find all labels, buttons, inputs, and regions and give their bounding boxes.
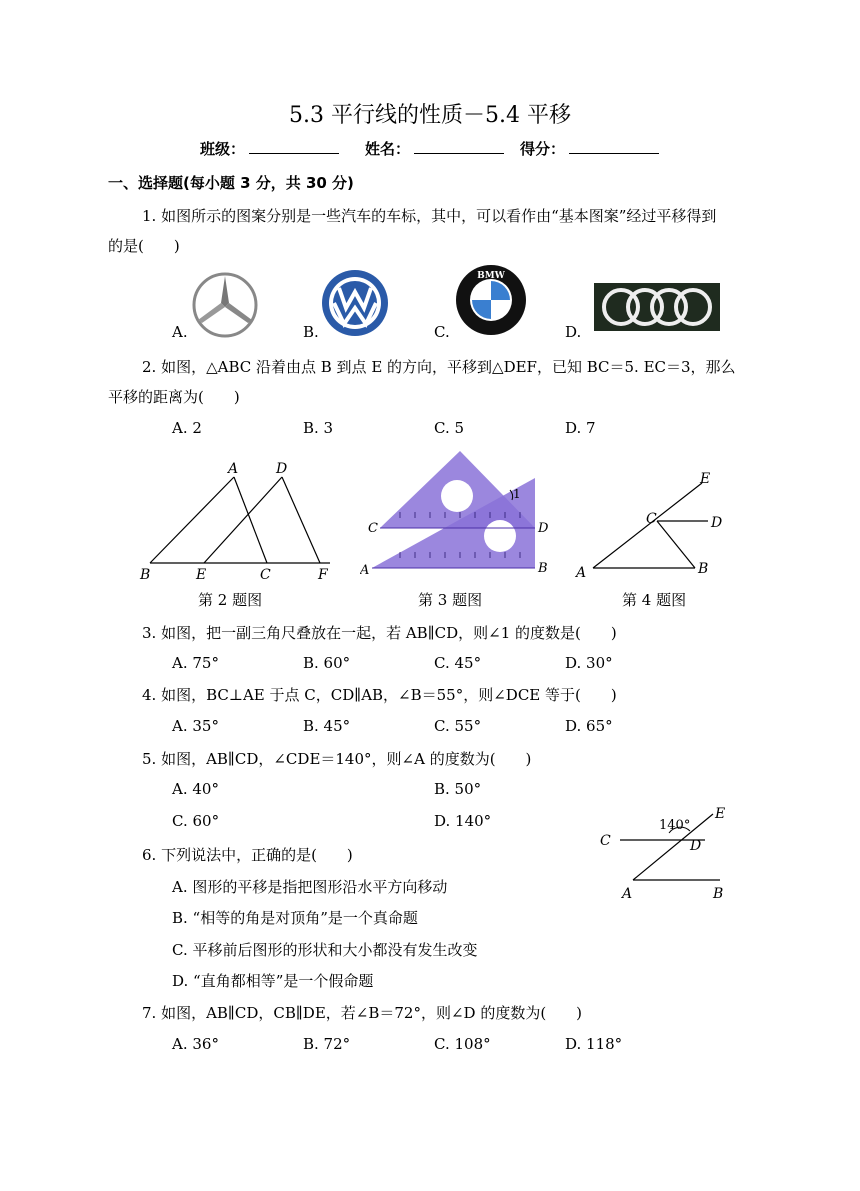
q1-option-a: A. [172,323,188,341]
q6-option-a: A. 图形的平移是指把图形沿水平方向移动 [172,878,448,896]
fig5-label-d: D [690,838,702,854]
q2-option-d: D. 7 [565,419,596,437]
fig2-label-c: C [260,567,271,583]
fig2-label-e: E [196,567,207,583]
fig3-label-b: B [538,561,548,576]
q1-stem-line1: 1. 如图所示的图案分别是一些汽车的车标，其中，可以看作由“基本图案”经过平移得到 [142,207,717,225]
q4-option-d: D. 65° [565,717,613,735]
q1-option-c: C. [434,323,450,341]
q3-option-c: C. 45° [434,654,482,672]
name-label: 姓名： [365,140,411,158]
q2-option-c: C. 5 [434,419,465,437]
score-field [520,138,659,159]
q3-option-a: A. 75° [172,654,219,672]
q7-option-c: C. 108° [434,1035,491,1053]
fig4-label-d: D [711,515,723,531]
fig2-label-a: A [228,461,239,477]
q6-option-c: C. 平移前后图形的形状和大小都没有发生改变 [172,941,478,959]
q5-option-a: A. 40° [172,780,219,798]
fig3-angle-1-label: 1 [513,487,521,501]
class-field [200,138,339,159]
figure-4-lines [570,465,730,580]
q1-option-d: D. [565,323,582,341]
q6-stem: 6. 下列说法中，正确的是( ) [142,846,353,864]
audi-logo [594,283,720,331]
bmw-text: BMW [477,271,505,281]
fig3-label-c: C [368,521,378,536]
figure-4-caption: 第 4 题图 [622,591,687,609]
fig2-label-f: F [318,567,328,583]
q4-stem: 4. 如图，BC⊥AE 于点 C，CD∥AB，∠B＝55°，则∠DCE 等于( ) [142,686,617,704]
fig2-label-d: D [276,461,288,477]
score-blank [569,139,659,154]
q2-stem-line1: 2. 如图，△ABC 沿着由点 B 到点 E 的方向，平移到△DEF，已知 BC＝5. EC＝3，那么 [142,358,736,376]
q4-option-b: B. 45° [303,717,351,735]
fig4-label-e: E [700,471,711,487]
fig5-label-b: B [713,886,724,902]
figure-5-lines [595,800,745,905]
fig3-label-d: D [538,521,549,536]
q4-option-c: C. 55° [434,717,482,735]
fig3-label-a: A [360,563,370,578]
q1-stem-line2: 的是( ) [108,237,180,255]
q1-option-b: B. [303,323,319,341]
q5-stem: 5. 如图，AB∥CD，∠CDE＝140°，则∠A 的度数为( ) [142,750,532,768]
section-heading: 一、选择题(每小题 3 分，共 30 分) [108,174,354,192]
bmw-logo [455,264,527,336]
class-blank [249,139,339,154]
score-label: 得分： [520,140,566,158]
class-label: 班级： [200,140,246,158]
q5-option-d: D. 140° [434,812,492,830]
figure-3-caption: 第 3 题图 [418,591,483,609]
name-field [365,138,504,159]
q3-stem: 3. 如图，把一副三角尺叠放在一起，若 AB∥CD，则∠1 的度数是( ) [142,624,617,642]
q3-option-d: D. 30° [565,654,613,672]
mercedes-logo [190,270,260,340]
fig5-label-e: E [715,806,726,822]
q7-option-b: B. 72° [303,1035,351,1053]
fig5-label-c: C [600,833,611,849]
q3-option-b: B. 60° [303,654,351,672]
figure-2-caption: 第 2 题图 [198,591,263,609]
volkswagen-logo [320,268,390,338]
page-title: 5.3 平行线的性质－5.4 平移 [289,103,571,128]
figure-3-set-squares [360,448,560,583]
q2-stem-line2: 平移的距离为( ) [108,388,240,406]
fig4-label-c: C [646,511,657,527]
fig5-label-a: A [622,886,633,902]
q7-option-d: D. 118° [565,1035,623,1053]
q7-option-a: A. 36° [172,1035,219,1053]
fig5-angle-label: 140° [659,818,691,833]
q5-option-c: C. 60° [172,812,220,830]
name-blank [414,139,504,154]
fig2-label-b: B [140,567,151,583]
q6-option-d: D. “直角都相等”是一个假命题 [172,972,374,990]
fig4-label-a: A [576,565,587,580]
figure-2-triangles [130,455,340,585]
q5-option-b: B. 50° [434,780,482,798]
q2-option-b: B. 3 [303,419,334,437]
q6-option-b: B. “相等的角是对顶角”是一个真命题 [172,909,418,927]
q4-option-a: A. 35° [172,717,219,735]
q7-stem: 7. 如图，AB∥CD，CB∥DE，若∠B＝72°，则∠D 的度数为( ) [142,1004,583,1022]
q2-option-a: A. 2 [172,419,202,437]
fig4-label-b: B [698,561,709,577]
